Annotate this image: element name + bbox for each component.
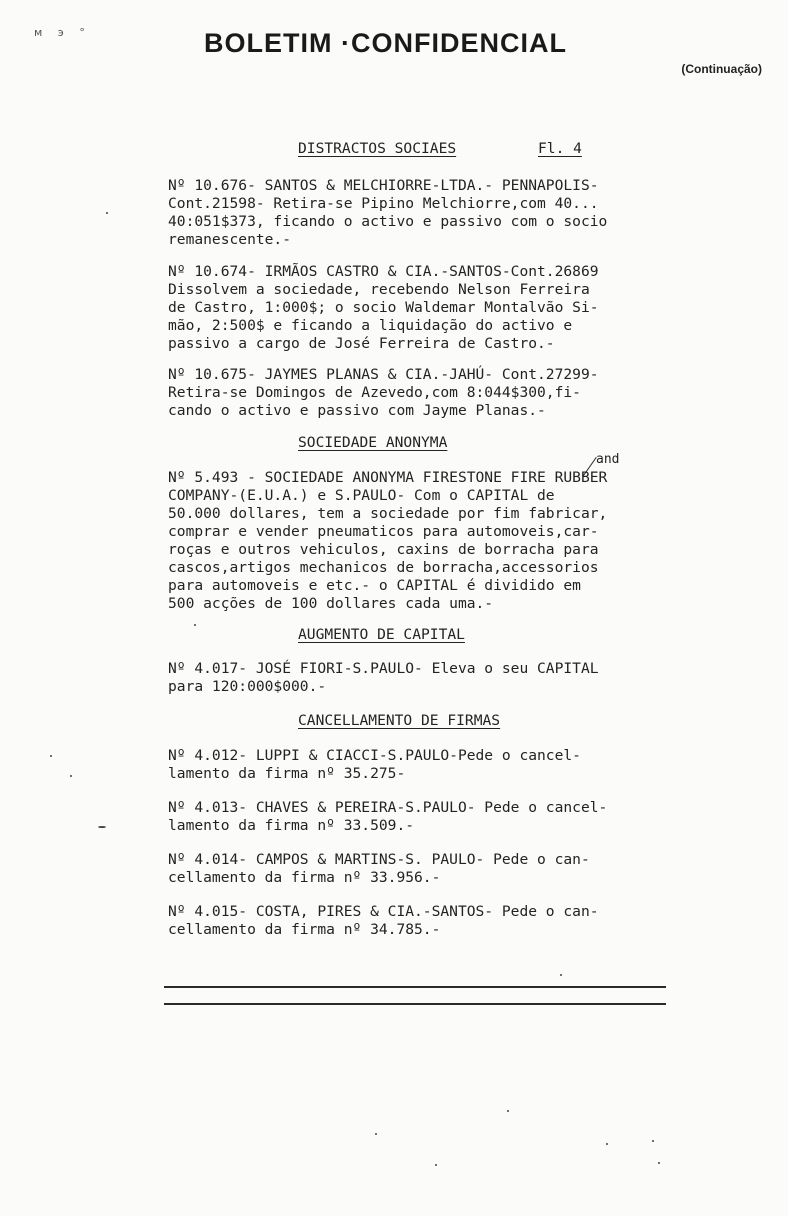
entry-line: Nº 10.675- JAYMES PLANAS & CIA.-JAHÚ- Cont.27299- <box>168 366 599 383</box>
entry-line: COMPANY-(E.U.A.) e S.PAULO- Com o CAPITAL de <box>168 487 555 504</box>
entry-line: 40:051$373, ficando o activo e passivo com o socio <box>168 213 608 230</box>
entry-4012 <box>168 747 688 783</box>
entry-line: lamento da firma nº 35.275- <box>168 765 406 782</box>
entry-4017 <box>168 660 688 696</box>
entry-line: Cont.21598- Retira-se Pipino Melchiorre,com 40... <box>168 195 599 212</box>
entry-10676 <box>168 177 688 249</box>
page-reference: Fl. 4 <box>538 140 582 157</box>
entry-line: 500 acções de 100 dollares cada uma.- <box>168 595 494 612</box>
entry-line: Dissolvem a sociedade, recebendo Nelson Ferreira <box>168 281 590 298</box>
entry-line: roças e outros vehiculos, caxins de borracha para <box>168 541 599 558</box>
entry-line: Nº 4.013- CHAVES & PEREIRA-S.PAULO- Pede o cancel- <box>168 799 608 816</box>
entry-line: mão, 2:500$ e ficando a liquidação do activo e <box>168 317 573 334</box>
scan-speck <box>50 755 52 757</box>
section-heading-augmento: AUGMENTO DE CAPITAL <box>298 626 465 643</box>
entry-line: Retira-se Domingos de Azevedo,com 8:044$300,fi- <box>168 384 581 401</box>
scan-speck <box>606 1143 608 1145</box>
entry-line: Nº 4.017- JOSÉ FIORI-S.PAULO- Eleva o seu CAPITAL <box>168 660 599 677</box>
entry-line: de Castro, 1:000$; o socio Waldemar Montalvão Si- <box>168 299 599 316</box>
entry-line: cellamento da firma nº 34.785.- <box>168 921 441 938</box>
scan-speck <box>560 974 562 976</box>
entry-line: Nº 10.674- IRMÃOS CASTRO & CIA.-SANTOS-Cont.26869 <box>168 263 599 280</box>
entry-10675 <box>168 366 688 420</box>
scan-speck <box>98 826 106 828</box>
entry-10674 <box>168 263 688 353</box>
entry-line: cellamento da firma nº 33.956.- <box>168 869 441 886</box>
divider-line <box>164 986 666 988</box>
entry-line: 50.000 dollares, tem a sociedade por fim fabricar, <box>168 505 608 522</box>
entry-line: Nº 4.014- CAMPOS & MARTINS-S. PAULO- Pede o can- <box>168 851 590 868</box>
entry-line: passivo a cargo de José Ferreira de Castro.- <box>168 335 555 352</box>
continuation-label: (Continuação) <box>681 62 762 76</box>
page-title: BOLETIM ·CONFIDENCIAL <box>204 28 567 58</box>
entry-line: comprar e vender pneumaticos para automoveis,car- <box>168 523 599 540</box>
section-heading-distractos: DISTRACTOS SOCIAES <box>298 140 457 157</box>
divider-line <box>164 1003 666 1005</box>
entry-4013 <box>168 799 688 835</box>
scan-speck <box>375 1133 377 1135</box>
handwritten-note-and: and <box>596 452 620 467</box>
entry-4015 <box>168 903 688 939</box>
scan-speck <box>507 1110 509 1112</box>
scan-speck <box>70 775 72 777</box>
scan-speck <box>435 1164 437 1166</box>
entry-line: para 120:000$000.- <box>168 678 327 695</box>
entry-line: para automoveis e etc.- o CAPITAL é dividido em <box>168 577 581 594</box>
scan-speck <box>658 1162 660 1164</box>
entry-line: lamento da firma nº 33.509.- <box>168 817 415 834</box>
scan-speck <box>652 1140 654 1142</box>
entry-5493 <box>168 469 688 613</box>
entry-line: cascos,artigos mechanicos de borracha,accessorios <box>168 559 599 576</box>
corner-marks: м э ° <box>34 26 91 39</box>
scan-speck <box>106 212 108 214</box>
entry-line: cando o activo e passivo com Jayme Planas.- <box>168 402 546 419</box>
entry-line: remanescente.- <box>168 231 292 248</box>
section-heading-sociedade: SOCIEDADE ANONYMA <box>298 434 448 451</box>
entry-line: Nº 4.015- COSTA, PIRES & CIA.-SANTOS- Pede o can- <box>168 903 599 920</box>
section-heading-cancellamento: CANCELLAMENTO DE FIRMAS <box>298 712 501 729</box>
entry-line: Nº 10.676- SANTOS & MELCHIORRE-LTDA.- PENNAPOLIS- <box>168 177 599 194</box>
entry-4014 <box>168 851 688 887</box>
scan-speck <box>194 624 196 626</box>
entry-line: Nº 4.012- LUPPI & CIACCI-S.PAULO-Pede o cancel- <box>168 747 581 764</box>
entry-line: Nº 5.493 - SOCIEDADE ANONYMA FIRESTONE FIRE RUBBER <box>168 469 608 486</box>
